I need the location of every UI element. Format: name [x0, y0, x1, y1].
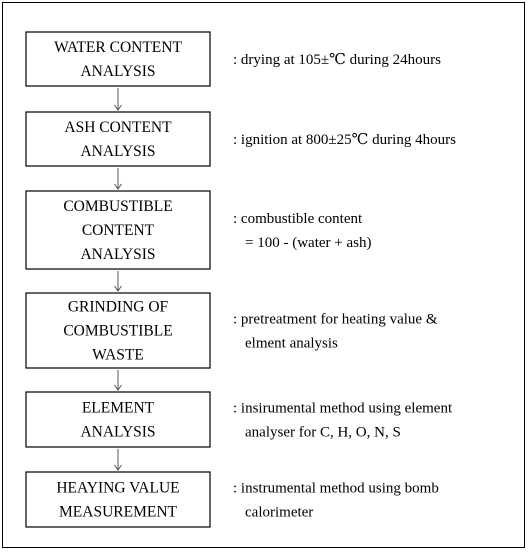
- step-note: : pretreatment for heating value &: [233, 311, 438, 328]
- step-note: : instrumental method using bomb: [233, 480, 439, 497]
- step-note: : ignition at 800±25℃ during 4hours: [233, 132, 456, 148]
- flow-step: [26, 472, 439, 527]
- step-note: : combustible content: [233, 211, 363, 227]
- step-label: ELEMENT: [81, 399, 155, 417]
- flow-arrow: [115, 370, 122, 390]
- flow-arrow: [115, 271, 122, 291]
- step-note: : drying at 105±℃ during 24hours: [233, 52, 441, 68]
- step-note: calorimeter: [245, 504, 314, 521]
- step-label: HEAYING VALUE: [56, 479, 180, 497]
- flow-step: [26, 32, 441, 86]
- flow-step: [26, 392, 453, 447]
- flow-step: [26, 112, 456, 166]
- diagram-frame: [2, 2, 525, 548]
- step-label: ANALYSIS: [80, 246, 156, 263]
- step-label: WATER CONTENT: [54, 39, 182, 56]
- step-note: : insirumental method using element: [233, 400, 453, 417]
- step-label: GRINDING OF: [67, 298, 169, 316]
- step-note: = 100 - (water + ash): [245, 235, 372, 251]
- step-label: COMBUSTIBLE: [63, 322, 173, 340]
- step-label: ASH CONTENT: [64, 119, 172, 136]
- flowchart: [3, 3, 526, 549]
- step-label: ANALYSIS: [80, 63, 156, 80]
- step-note: elment analysis: [245, 335, 338, 352]
- flow-step: [26, 293, 438, 368]
- step-label: CONTENT: [81, 222, 155, 239]
- step-label: WASTE: [92, 346, 144, 364]
- step-label: ANALYSIS: [80, 143, 156, 160]
- flow-arrow: [115, 88, 122, 110]
- flow-step: [26, 191, 371, 269]
- step-note: analyser for C, H, O, N, S: [245, 424, 401, 441]
- flow-arrow: [115, 168, 122, 189]
- step-label: MEASUREMENT: [59, 503, 177, 521]
- flow-arrow: [115, 449, 122, 470]
- step-label: COMBUSTIBLE: [63, 198, 173, 215]
- step-label: ANALYSIS: [80, 423, 156, 441]
